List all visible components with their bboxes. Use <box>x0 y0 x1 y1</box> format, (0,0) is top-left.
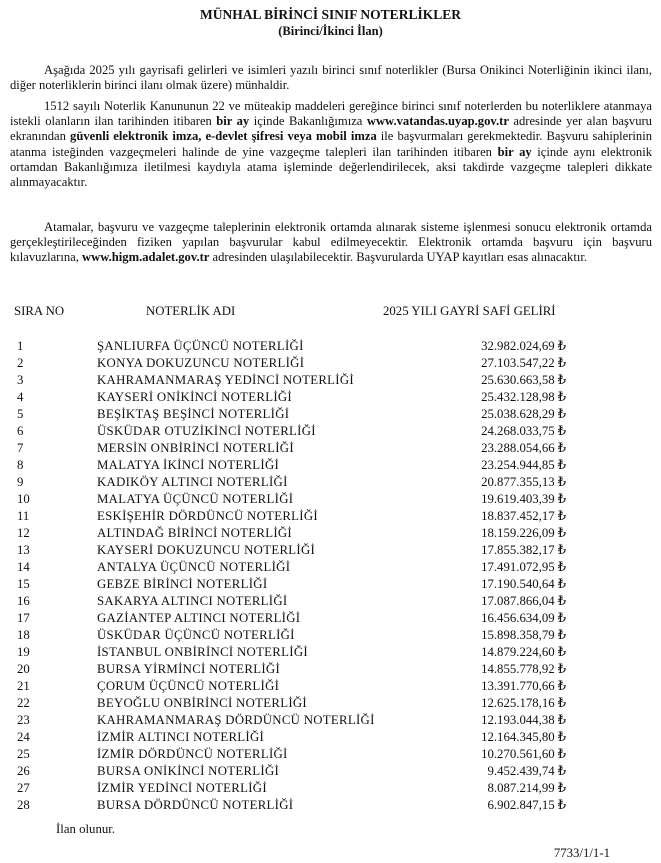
row-number: 6 <box>17 424 24 438</box>
row-notary-name: KONYA DOKUZUNCU NOTERLİĞİ <box>97 356 305 370</box>
appointment-paragraph <box>10 220 652 266</box>
row-notary-name: BURSA DÖRDÜNCÜ NOTERLİĞİ <box>97 798 294 812</box>
row-number: 9 <box>17 475 24 489</box>
row-number: 17 <box>17 611 30 625</box>
table-row <box>0 457 661 474</box>
table-row <box>0 763 661 780</box>
application-text-d: adresinde yer alan başvuru ekranından <box>10 114 652 144</box>
row-number: 3 <box>17 373 24 387</box>
table-row <box>0 389 661 406</box>
signature-methods-bold: güvenli elektronik imza, e-devlet şifresi veya mobil imza <box>70 129 377 144</box>
row-notary-name: GEBZE BİRİNCİ NOTERLİĞİ <box>97 577 268 591</box>
row-notary-name: ŞANLIURFA ÜÇÜNCÜ NOTERLİĞİ <box>97 339 304 353</box>
row-income: 25.630.663,58 ₺ <box>481 373 566 387</box>
notary-table <box>0 338 661 814</box>
row-income: 9.452.439,74 ₺ <box>487 764 566 778</box>
table-row <box>0 661 661 678</box>
row-notary-name: ALTINDAĞ BİRİNCİ NOTERLİĞİ <box>97 526 292 540</box>
higm-url-link[interactable]: www.higm.adalet.gov.tr <box>82 250 210 265</box>
document-subtitle: (Birinci/İkinci İlan) <box>278 24 383 38</box>
row-notary-name: ANTALYA ÜÇÜNCÜ NOTERLİĞİ <box>97 560 291 574</box>
row-notary-name: SAKARYA ALTINCI NOTERLİĞİ <box>97 594 288 608</box>
row-notary-name: İSTANBUL ONBİRİNCİ NOTERLİĞİ <box>97 645 308 659</box>
row-number: 5 <box>17 407 24 421</box>
table-row <box>0 797 661 814</box>
row-notary-name: KAHRAMANMARAŞ DÖRDÜNCÜ NOTERLİĞİ <box>97 713 375 727</box>
row-notary-name: MALATYA ÜÇÜNCÜ NOTERLİĞİ <box>97 492 294 506</box>
table-row <box>0 746 661 763</box>
table-row <box>0 644 661 661</box>
document-code: 7733/1/1-1 <box>553 846 610 860</box>
table-row <box>0 542 661 559</box>
row-number: 27 <box>17 781 30 795</box>
row-number: 24 <box>17 730 30 744</box>
row-income: 23.288.054,66 ₺ <box>481 441 566 455</box>
row-number: 23 <box>17 713 30 727</box>
row-number: 21 <box>17 679 30 693</box>
row-income: 17.087.866,04 ₺ <box>481 594 566 608</box>
application-text-e: ile başvurmaları gerekmektedir. Başvuru sahiplerinin atanma isteğinden vazgeçmeleri halinde de yine vazgeçme talepleri ilan tarihinden itibaren <box>10 129 652 159</box>
header-noterlik-adi: NOTERLİK ADI <box>146 304 236 318</box>
application-text-a: 1512 sayılı Noterlik Kanununun 22 ve müteakip maddeleri gereğince birinci sınıf noterlerden bu noterliklere atanmaya istekli olanların ilan tarihinden itibaren <box>10 99 652 129</box>
closing-text: İlan olunur. <box>56 822 115 836</box>
table-row <box>0 406 661 423</box>
row-number: 18 <box>17 628 30 642</box>
row-number: 4 <box>17 390 24 404</box>
row-notary-name: İZMİR YEDİNCİ NOTERLİĞİ <box>97 781 267 795</box>
vatandas-url-link[interactable]: www.vatandas.uyap.gov.tr <box>366 114 509 129</box>
table-row <box>0 525 661 542</box>
table-row <box>0 610 661 627</box>
intro-text: Aşağıda 2025 yılı gayrisafi gelirleri ve isimleri yazılı birinci sınıf noterlikler (Bursa Onikinci Noterliğinin ikinci ilanı, diğer noterliklerin birinci ilanı olmak üzere) münhaldir. <box>10 63 652 93</box>
table-header <box>0 303 661 319</box>
document-title: MÜNHAL BİRİNCİ SINIF NOTERLİKLER <box>200 7 461 22</box>
table-row <box>0 355 661 372</box>
row-income: 23.254.944,85 ₺ <box>481 458 566 472</box>
table-row <box>0 576 661 593</box>
row-number: 19 <box>17 645 30 659</box>
row-number: 15 <box>17 577 30 591</box>
application-text-f: içinde aynı elektronik ortamdan Bakanlığımıza iletilmesi kaydıyla atama işleminde değerlendirilecek, aksi takdirde vazgeçme talepleri dikkate alınmayacaktır. <box>10 144 653 190</box>
row-number: 11 <box>17 509 30 523</box>
row-notary-name: ESKİŞEHİR DÖRDÜNCÜ NOTERLİĞİ <box>97 509 318 523</box>
row-income: 19.619.403,39 ₺ <box>481 492 566 506</box>
table-row <box>0 423 661 440</box>
table-row <box>0 695 661 712</box>
row-number: 8 <box>17 458 24 472</box>
row-income: 14.879.224,60 ₺ <box>481 645 566 659</box>
row-notary-name: BURSA YİRMİNCİ NOTERLİĞİ <box>97 662 281 676</box>
row-income: 6.902.847,15 ₺ <box>487 798 566 812</box>
row-income: 12.164.345,80 ₺ <box>481 730 566 744</box>
table-row <box>0 372 661 389</box>
row-income: 12.625.178,16 ₺ <box>481 696 566 710</box>
row-number: 16 <box>17 594 30 608</box>
row-notary-name: İZMİR ALTINCI NOTERLİĞİ <box>97 730 265 744</box>
row-notary-name: ÜSKÜDAR OTUZİKİNCİ NOTERLİĞİ <box>97 424 316 438</box>
row-notary-name: MERSİN ONBİRİNCİ NOTERLİĞİ <box>97 441 294 455</box>
header-sira-no: SIRA NO <box>14 304 65 318</box>
row-income: 12.193.044,38 ₺ <box>481 713 566 727</box>
row-income: 32.982.024,69 ₺ <box>481 339 566 353</box>
row-number: 12 <box>17 526 30 540</box>
row-number: 7 <box>17 441 24 455</box>
row-income: 16.456.634,09 ₺ <box>481 611 566 625</box>
row-notary-name: KAYSERİ ONİKİNCİ NOTERLİĞİ <box>97 390 292 404</box>
row-income: 18.837.452,17 ₺ <box>481 509 566 523</box>
row-notary-name: GAZİANTEP ALTINCI NOTERLİĞİ <box>97 611 301 625</box>
row-number: 13 <box>17 543 30 557</box>
row-income: 17.190.540,64 ₺ <box>481 577 566 591</box>
row-income: 14.855.778,92 ₺ <box>481 662 566 676</box>
application-text-c: içinde Bakanlığımıza <box>249 114 367 129</box>
table-row <box>0 491 661 508</box>
deadline-bold-1: bir ay <box>216 114 250 129</box>
row-notary-name: BURSA ONİKİNCİ NOTERLİĞİ <box>97 764 280 778</box>
appointment-text-b: adresinden ulaşılabilecektir. Başvurularda UYAP kayıtları esas alınacaktır. <box>209 250 587 265</box>
row-notary-name: BEŞİKTAŞ BEŞİNCİ NOTERLİĞİ <box>97 407 290 421</box>
table-row <box>0 508 661 525</box>
table-row <box>0 593 661 610</box>
row-notary-name: KAYSERİ DOKUZUNCU NOTERLİĞİ <box>97 543 316 557</box>
row-number: 14 <box>17 560 30 574</box>
row-income: 17.491.072,95 ₺ <box>481 560 566 574</box>
row-notary-name: MALATYA İKİNCİ NOTERLİĞİ <box>97 458 280 472</box>
row-income: 25.038.628,29 ₺ <box>481 407 566 421</box>
row-number: 20 <box>17 662 30 676</box>
table-row <box>0 627 661 644</box>
row-income: 25.432.128,98 ₺ <box>481 390 566 404</box>
row-income: 18.159.226,09 ₺ <box>481 526 566 540</box>
row-income: 8.087.214,99 ₺ <box>487 781 566 795</box>
deadline-bold-2: bir ay <box>497 144 532 159</box>
row-number: 1 <box>17 339 24 353</box>
row-income: 27.103.547,22 ₺ <box>481 356 566 370</box>
row-number: 2 <box>17 356 24 370</box>
table-row <box>0 440 661 457</box>
application-paragraph <box>10 99 652 190</box>
row-number: 26 <box>17 764 30 778</box>
row-income: 13.391.770,66 ₺ <box>481 679 566 693</box>
table-row <box>0 780 661 797</box>
table-row <box>0 474 661 491</box>
row-notary-name: ÇORUM ÜÇÜNCÜ NOTERLİĞİ <box>97 679 280 693</box>
row-income: 24.268.033,75 ₺ <box>481 424 566 438</box>
table-row <box>0 678 661 695</box>
row-notary-name: İZMİR DÖRDÜNCÜ NOTERLİĞİ <box>97 747 288 761</box>
table-row <box>0 712 661 729</box>
table-row <box>0 338 661 355</box>
row-income: 15.898.358,79 ₺ <box>481 628 566 642</box>
row-notary-name: KAHRAMANMARAŞ YEDİNCİ NOTERLİĞİ <box>97 373 354 387</box>
row-notary-name: KADIKÖY ALTINCI NOTERLİĞİ <box>97 475 288 489</box>
table-row <box>0 559 661 576</box>
intro-paragraph <box>10 63 652 93</box>
row-income: 20.877.355,13 ₺ <box>481 475 566 489</box>
row-income: 10.270.561,60 ₺ <box>481 747 566 761</box>
row-notary-name: ÜSKÜDAR ÜÇÜNCÜ NOTERLİĞİ <box>97 628 295 642</box>
row-number: 28 <box>17 798 30 812</box>
appointment-text-a: Atamalar, başvuru ve vazgeçme taleplerinin elektronik ortamda alınarak sisteme işlenmesi sonucu elektronik ortamda gerçekleştirileceğinden fiziken yapılan başvurular kabul edilmeyecektir. Elektronik ortamda başvuru için başvuru kılavuzlarına, <box>10 220 652 265</box>
header-gelir: 2025 YILI GAYRİ SAFİ GELİRİ <box>383 304 556 318</box>
row-notary-name: BEYOĞLU ONBİRİNCİ NOTERLİĞİ <box>97 696 307 710</box>
row-number: 25 <box>17 747 30 761</box>
row-number: 10 <box>17 492 30 506</box>
row-income: 17.855.382,17 ₺ <box>481 543 566 557</box>
row-number: 22 <box>17 696 30 710</box>
table-row <box>0 729 661 746</box>
